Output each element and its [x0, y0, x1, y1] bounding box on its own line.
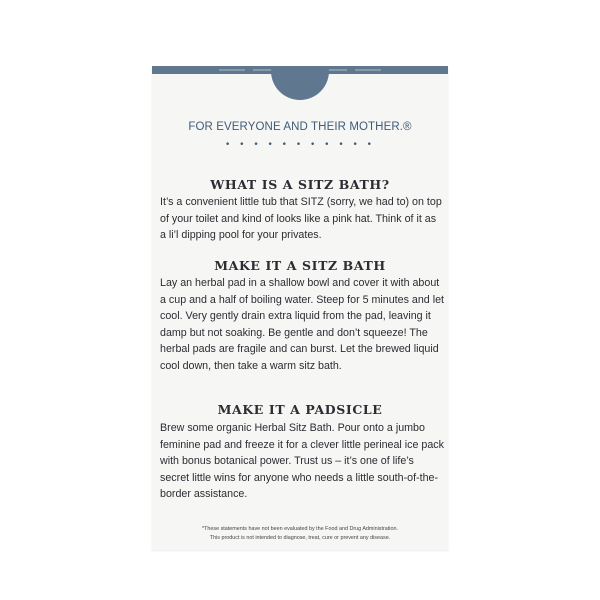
disclaimer-line-1: *These statements have not been evaluated by the Food and Drug Administration.: [202, 526, 398, 532]
hang-tab-notch: [271, 66, 329, 100]
tagline: FOR EVERYONE AND THEIR MOTHER.®: [188, 121, 412, 133]
disclaimer-line-2: This product is not intended to diagnose, treat, cure or prevent any disease.: [209, 535, 391, 541]
section-heading-sitz-bath: MAKE IT A SITZ BATH: [214, 258, 386, 273]
package-back-panel: [152, 66, 448, 550]
section-heading-what-is: WHAT IS A SITZ BATH?: [210, 177, 390, 192]
section-body-padsicle: Brew some organic Herbal Sitz Bath. Pour onto a jumbo feminine pad and freeze it for a clever little perineal ice pack with bonus botanical power. Trust us – it’s one of life’s secret little wins for anyone who needs a little south-of-the-border assistance.: [160, 422, 444, 500]
section-body-sitz-bath: Lay an herbal pad in a shallow bowl and cover it with about a cup and a half of boiling water. Steep for 5 minutes and let cool. Very gently drain extra liquid from the pad, leaving it damp but not soaking. Be gentle and don’t squeeze! The herbal pads are fragile and can burst. Let the brewed liquid cool down, then take a warm sitz bath.: [160, 277, 444, 372]
dotted-divider: • • • • • • • • • • •: [224, 140, 375, 150]
section-body-what-is: It’s a convenient little tub that SITZ (sorry, we had to) on top of your toilet and kind of looks like a pink hat. Think of it as a li’l dipping pool for your privates.: [160, 196, 442, 241]
fda-disclaimer: [152, 525, 448, 543]
section-heading-padsicle: MAKE IT A PADSICLE: [217, 402, 383, 417]
